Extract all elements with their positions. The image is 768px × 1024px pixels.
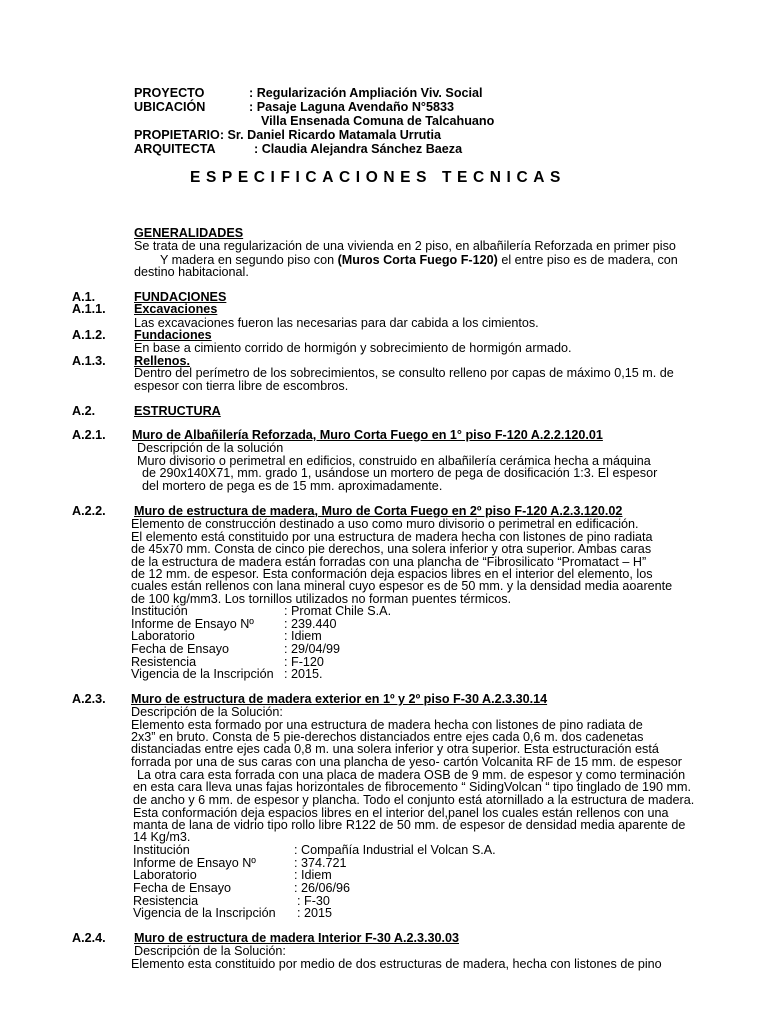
a111-number: A.1.1. <box>72 302 106 316</box>
a22-line: El elemento está constituido por una estructura de madera hecha con listones de pino radiata <box>131 530 653 544</box>
a22-number: A.2.2. <box>72 504 106 518</box>
a23-line: Descripción de la Solución: <box>131 705 283 719</box>
arquitecto-value: : Claudia Alejandra Sánchez Baeza <box>254 142 463 156</box>
spec-label: Laboratorio <box>133 868 197 882</box>
ubicacion-label: UBICACIÓN <box>134 100 206 114</box>
a22-line: de 45x70 mm. Consta de cinco pie derechos, una solera inferior y otra superior. Ambas caras <box>131 542 652 556</box>
generalidades-line-3: destino habitacional. <box>134 265 249 279</box>
generalidades-line-2: Y madera en segundo piso con (Muros Corta Fuego F-120) el entre piso es de madera, con <box>160 253 678 267</box>
a113-text-1: Dentro del perímetro de los sobrecimientos, se consulto relleno por capas de máximo 0,15 m. de <box>134 366 674 380</box>
a22-line: de la estructura de madera están forradas con una plancha de “Fibrosilicato “Promatact – H” <box>131 555 647 569</box>
a21-line: Muro divisorio o perimetral en edificios, construido en albañilería cerámica hecha a máquina <box>137 454 651 468</box>
spec-label: Fecha de Ensayo <box>131 642 230 656</box>
spec-label: Resistencia <box>131 655 197 669</box>
a113-heading: Rellenos. <box>134 354 190 368</box>
a24-line: Elemento esta constituido por medio de dos estructuras de madera, hecha con listones de pino <box>131 957 662 971</box>
a111-heading: Excavaciones <box>134 302 218 316</box>
spec-value: : F-120 <box>284 655 324 669</box>
spec-value: : 2015 <box>297 906 333 920</box>
proyecto-value: : Regularización Ampliación Viv. Social <box>249 86 483 100</box>
spec-label: Informe de Ensayo Nº <box>131 617 254 631</box>
spec-value: : Idiem <box>284 629 322 643</box>
ubicacion-value: : Pasaje Laguna Avendaño N°5833 <box>249 100 454 114</box>
a22-line: cuales están rellenos con lana mineral cuyo espesor es de 50 mm. y la densidad media aoarente <box>131 579 673 593</box>
a113-text-2: espesor con tierra libre de escombros. <box>134 379 349 393</box>
generalidades-heading: GENERALIDADES <box>134 226 244 240</box>
a23-line: distanciadas entre ejes cada 0,8 m. una solera inferior y otra superior. Esta estructuración está <box>131 742 659 756</box>
a2-number: A.2. <box>72 404 96 418</box>
spec-label: Institución <box>131 604 188 618</box>
a1-heading: FUNDACIONES <box>134 290 227 304</box>
a111-text: Las excavaciones fueron las necesarias para dar cabida a los cimientos. <box>134 316 539 330</box>
a21-line: Descripción de la solución <box>137 441 284 455</box>
generalidades-line-1: Se trata de una regularización de una vivienda en 2 piso, en albañilería Reforzada en primer piso <box>134 239 676 253</box>
spec-label: Resistencia <box>133 894 199 908</box>
propietario-line: PROPIETARIO: Sr. Daniel Ricardo Matamala Urrutia <box>134 128 441 142</box>
spec-label: Informe de Ensayo Nº <box>133 856 256 870</box>
spec-value: : 2015. <box>284 667 323 681</box>
a23-line: Elemento esta formado por una estructura de madera hecha con listones de pino radiata de <box>131 718 643 732</box>
spec-value: : Idiem <box>294 868 332 882</box>
a23-heading: Muro de estructura de madera exterior en 1º y 2º piso F-30 A.2.3.30.14 <box>131 692 548 706</box>
spec-value: : 26/06/96 <box>294 881 351 895</box>
spec-label: Institución <box>133 843 190 857</box>
a24-number: A.2.4. <box>72 931 106 945</box>
a23-number: A.2.3. <box>72 692 106 706</box>
a21-line: del mortero de pega es de 15 mm. aproximadamente. <box>142 479 443 493</box>
spec-value: : F-30 <box>297 894 330 908</box>
a21-heading: Muro de Albañilería Reforzada, Muro Corta Fuego en 1° piso F-120 A.2.2.120.01 <box>132 428 603 442</box>
spec-label: Fecha de Ensayo <box>133 881 232 895</box>
ubicacion-value-2: Villa Ensenada Comuna de Talcahuano <box>261 114 495 128</box>
a2-heading: ESTRUCTURA <box>134 404 221 418</box>
a23-line: en esta cara lleva unas fajas horizontales de fibrocemento “ SidingVolcan “ tipo tinglado de 190 mm. <box>133 780 691 794</box>
spec-label: Vigencia de la Inscripción <box>131 667 274 681</box>
page-title: ESPECIFICACIONES TECNICAS <box>190 169 566 186</box>
a22-line: Elemento de construcción destinado a uso como muro divisorio o perimetral en edificación. <box>131 517 639 531</box>
spec-label: Vigencia de la Inscripción <box>133 906 276 920</box>
spec-value: : Compañía Industrial el Volcan S.A. <box>294 843 496 857</box>
a1-number: A.1. <box>72 290 96 304</box>
a23-line: forrada por una de sus caras con una plancha de yeso- cartón Volcanita RF de 15 mm. de espesor <box>131 755 682 769</box>
a24-heading: Muro de estructura de madera Interior F-30 A.2.3.30.03 <box>134 931 459 945</box>
spec-value: : Promat Chile S.A. <box>284 604 392 618</box>
arquitecto-label: ARQUITECTA <box>134 142 216 156</box>
a24-line: Descripción de la Solución: <box>134 944 286 958</box>
a22-line: de 12 mm. de espesor. Esta conformación deja espacios libres en el interior del elemento, los <box>131 567 653 581</box>
a112-heading: Fundaciones <box>134 328 212 342</box>
spec-label: Laboratorio <box>131 629 195 643</box>
a113-number: A.1.3. <box>72 354 106 368</box>
a23-line: Esta conformación deja espacios libres en el interior del,panel los cuales están rellenos con una <box>133 806 669 820</box>
spec-value: : 29/04/99 <box>284 642 341 656</box>
a112-text: En base a cimiento corrido de hormigón y sobrecimiento de hormigón armado. <box>134 341 572 355</box>
a23-line: manta de lana de vidrio tipo rollo libre R122 de 50 mm. de espesor de densidad media aparente de <box>133 818 686 832</box>
a21-number: A.2.1. <box>72 428 106 442</box>
a23-line: 14 Kg/m3. <box>133 830 191 844</box>
a23-line: La otra cara esta forrada con una placa de madera OSB de 9 mm. de espesor y como terminación <box>137 768 686 782</box>
spec-value: : 374.721 <box>294 856 347 870</box>
spec-value: : 239.440 <box>284 617 337 631</box>
a112-number: A.1.2. <box>72 328 106 342</box>
a23-line: de ancho y 6 mm. de espesor y plancha. Todo el conjunto está atornillado a la estructura de madera. <box>133 793 695 807</box>
a22-line: de 100 kg/mm3. Los tornillos utilizados no forman puentes térmicos. <box>131 592 512 606</box>
a22-heading: Muro de estructura de madera, Muro de Corta Fuego en 2º piso F-120 A.2.3.120.02 <box>134 504 623 518</box>
a23-line: 2x3” en bruto. Consta de 5 pie-derechos distanciados entre ejes cada 0,6 m. dos cadenetas <box>131 730 644 744</box>
proyecto-label: PROYECTO <box>134 86 205 100</box>
a21-line: de 290x140X71, mm. grado 1, usándose un mortero de pega de dosificación 1:3. El espesor <box>142 466 658 480</box>
